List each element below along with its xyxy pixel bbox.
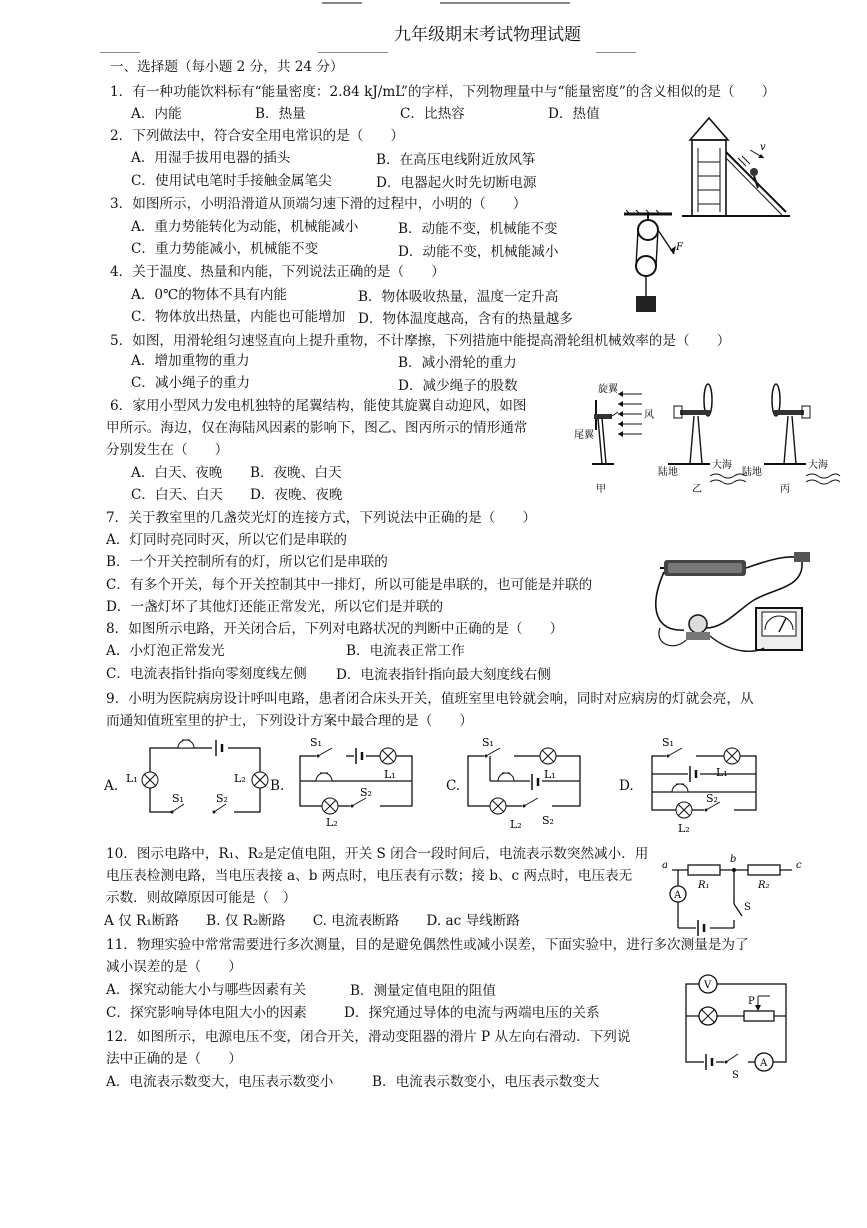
lamp-l1-label: L₁ [126, 772, 138, 785]
q9-option-b-label: B. [270, 778, 285, 794]
switch-s2-label: S₂ [216, 792, 228, 805]
q2-option-b: B．在高压电线附近放风筝 [376, 152, 536, 168]
q9-line1: 9．小明为医院病房设计呼叫电路，患者闭合床头开关，值班室里电铃就会响，同时对应病房的灯就会亮，从 [106, 691, 754, 707]
scan-mark [318, 52, 388, 53]
switch-s2-label: S₂ [360, 786, 372, 799]
q8-option-a: A．小灯泡正常发光 [106, 643, 225, 659]
scan-mark [596, 52, 636, 53]
slide-figure [682, 112, 792, 222]
q9-option-c-label: C. [446, 778, 461, 794]
q1-option-a: A．内能 [131, 106, 182, 122]
ammeter-label: A [674, 890, 682, 901]
q10-options: A 仅 R₁断路 B. 仅 R₂断路 C. 电流表断路 D. ac 导线断路 [104, 913, 520, 929]
q4-stem: 4．关于温度、热量和内能，下列说法正确的是（ ） [110, 264, 445, 280]
q8-stem: 8．如图所示电路，开关闭合后，下列对电路状况的判断中正确的是（ ） [106, 621, 564, 637]
q7-option-a: A．灯同时亮同时灭，所以它们是串联的 [106, 532, 347, 548]
q9-option-a-label: A. [104, 778, 119, 794]
figure-bing-label: 丙 [780, 484, 790, 495]
q3-option-c: C．重力势能减小，机械能不变 [131, 241, 319, 257]
voltmeter-label: V [704, 980, 712, 991]
q3-option-d: D．动能不变，机械能减小 [398, 244, 559, 260]
r2-label: R₂ [758, 880, 770, 891]
q11-option-d: D．探究通过导体的电流与两端电压的关系 [344, 1005, 600, 1021]
land-label-bing: 陆地 [742, 467, 762, 478]
q4-option-a: A．0℃的物体不具有内能 [131, 287, 288, 303]
switch-s1-label: S₁ [172, 792, 184, 805]
resistor-circuit-figure [658, 844, 808, 936]
tail-label: 尾翼 [574, 430, 594, 441]
lamp-l1-label: L₁ [384, 768, 396, 781]
q11-line1: 11．物理实验中常常需要进行多次测量，目的是避免偶然性或减小误差，下面实验中，进行多次测量是为了 [106, 937, 749, 953]
q5-option-b: B．减小滑轮的重力 [398, 355, 517, 371]
point-a-label: a [662, 860, 668, 871]
lamp-l2-label: L₂ [510, 818, 522, 830]
q10-line3: 示数．则故障原因可能是（ ） [106, 890, 297, 906]
q11-option-b: B．测量定值电阻的阻值 [350, 983, 496, 999]
q3-option-b: B．动能不变，机械能不变 [398, 221, 558, 237]
q2-option-a: A．用湿手拔用电器的插头 [131, 150, 291, 166]
pulley-figure [622, 208, 692, 318]
battery-circuit-photo [654, 548, 814, 660]
velocity-label: v [760, 142, 766, 153]
q3-stem: 3．如图所示，小明沿滑道从顶端匀速下滑的过程中，小明的（ ） [110, 196, 527, 212]
lamp-l2-label: L₂ [234, 772, 246, 785]
q1-option-d: D．热值 [548, 106, 600, 122]
wind-label: 风 [644, 410, 654, 421]
circuit-option-b [290, 734, 420, 830]
slider-p-label: P [748, 996, 755, 1007]
sea-label-bing: 大海 [808, 460, 828, 471]
circuit-option-c [458, 734, 588, 830]
q8-option-d: D．电流表指针指向最大刻度线右侧 [336, 667, 551, 683]
scan-mark [322, 2, 362, 4]
q11-line2: 减小误差的是（ ） [106, 959, 242, 975]
q7-option-b: B．一个开关控制所有的灯，所以它们是串联的 [106, 554, 388, 570]
q11-option-c: C．探究影响导体电阻大小的因素 [106, 1005, 307, 1021]
scan-mark [100, 52, 140, 53]
q4-option-c: C．物体放出热量，内能也可能增加 [131, 309, 346, 325]
circuit-option-d [644, 730, 764, 836]
q5-option-c: C．减小绳子的重力 [131, 375, 251, 391]
lamp-l1-label: L₁ [544, 768, 556, 781]
figure-yi-label: 乙 [692, 484, 702, 495]
q5-option-d: D．减少绳子的股数 [398, 378, 518, 394]
q11-option-a: A．探究动能大小与哪些因素有关 [106, 982, 307, 998]
q2-option-c: C．使用试电笔时手接触金属笔尖 [131, 173, 332, 189]
q3-option-a: A．重力势能转化为动能，机械能减小 [131, 219, 359, 235]
q10-line1: 10．图示电路中，R₁、R₂是定值电阻，开关 S 闭合一段时间后，电流表示数突然减小．用 [106, 846, 649, 862]
rheostat-circuit-figure [680, 972, 800, 1082]
q6-line3: 分别发生在（ ） [106, 442, 229, 458]
q1-stem: 1．有一种功能饮料标有“能量密度：2.84 kJ/mL”的字样，下列物理量中与“能量密度”的含义相似的是（ ） [110, 84, 776, 100]
q5-option-a: A．增加重物的重力 [131, 353, 250, 369]
q12-line2: 法中正确的是（ ） [106, 1051, 242, 1067]
rotor-label: 旋翼 [598, 384, 618, 395]
switch-s2-label: S₂ [706, 792, 718, 805]
q2-stem: 2．下列做法中，符合安全用电常识的是（ ） [110, 128, 405, 144]
scan-mark [440, 2, 570, 4]
q7-option-c: C．有多个开关，每个开关控制其中一排灯，所以可能是串联的，也可能是并联的 [106, 577, 593, 593]
q10-line2: 电压表检测电路，当电压表接 a、b 两点时，电压表有示数；接 b、c 两点时，电压表无 [106, 868, 633, 884]
q12-option-b: B．电流表示数变小，电压表示数变大 [372, 1074, 600, 1090]
page-title: 九年级期末考试物理试题 [394, 25, 581, 45]
wind-turbine-figure [572, 380, 842, 500]
switch-s1-label: S₁ [662, 736, 674, 749]
q6-option-a: A．白天、夜晚 [131, 465, 223, 481]
section-heading: 一、选择题（每小题 2 分，共 24 分） [110, 59, 344, 75]
q6-line1: 6．家用小型风力发电机独特的尾翼结构，能使其旋翼自动迎风，如图 [110, 398, 527, 414]
force-label: F [676, 242, 683, 253]
q9-option-d-label: D. [619, 778, 634, 794]
q9-line2: 而通知值班室里的护士，下列设计方案中最合理的是（ ） [106, 713, 474, 729]
ammeter-label: A [760, 1058, 768, 1069]
q2-option-d: D．电器起火时先切断电源 [376, 175, 537, 191]
circuit-option-a [124, 736, 274, 824]
q5-stem: 5．如图，用滑轮组匀速竖直向上提升重物，不计摩擦，下列措施中能提高滑轮组机械效率的是（ ） [110, 333, 731, 349]
q12-option-a: A．电流表示数变大，电压表示数变小 [106, 1074, 334, 1090]
q6-option-b: B．夜晚、白天 [250, 465, 342, 481]
q4-option-d: D．物体温度越高，含有的热量越多 [358, 311, 573, 327]
q6-option-c: C．白天、白天 [131, 487, 223, 503]
q4-option-b: B．物体吸收热量，温度一定升高 [358, 289, 559, 305]
point-c-label: c [796, 860, 802, 871]
q8-option-c: C．电流表指针指向零刻度线左侧 [106, 666, 307, 682]
switch-s-label: S [744, 902, 751, 913]
figure-jia-label: 甲 [596, 484, 606, 495]
lamp-l2-label: L₂ [326, 816, 338, 829]
q8-option-b: B．电流表正常工作 [346, 643, 465, 659]
r1-label: R₁ [698, 880, 710, 891]
point-b-label: b [730, 854, 737, 865]
sea-label-yi: 大海 [712, 460, 732, 471]
lamp-l2-label: L₂ [678, 822, 690, 835]
q6-line2: 甲所示。海边，仅在海陆风因素的影响下，图乙、图丙所示的情形通常 [106, 420, 528, 436]
lamp-l1-label: L₁ [716, 766, 728, 779]
q1-option-c: C．比热容 [400, 106, 465, 122]
switch-s1-label: S₁ [482, 736, 494, 749]
switch-s2-label: S₂ [542, 814, 554, 827]
q12-line1: 12．如图所示，电源电压不变，闭合开关，滑动变阻器的滑片 P 从左向右滑动．下列说 [106, 1029, 631, 1045]
switch-s-label: S [732, 1070, 739, 1081]
land-label-yi: 陆地 [658, 467, 678, 478]
q1-option-b: B．热量 [255, 106, 306, 122]
q7-option-d: D．一盏灯坏了其他灯还能正常发光，所以它们是并联的 [106, 599, 444, 615]
q7-stem: 7．关于教室里的几盏荧光灯的连接方式，下列说法中正确的是（ ） [106, 510, 537, 526]
switch-s1-label: S₁ [310, 736, 322, 749]
q6-option-d: D．夜晚、夜晚 [250, 487, 343, 503]
